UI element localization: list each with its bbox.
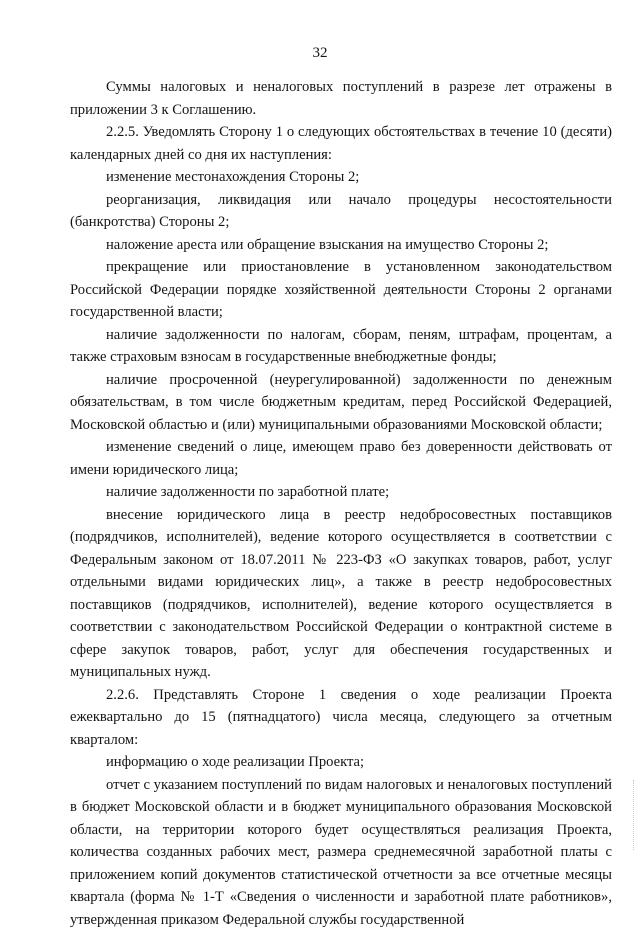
paragraph: отчет с указанием поступлений по видам налоговых и неналоговых поступлений в бюджет Московской области и в бюджет муниципального образования Московской области, на территории которого будет осуществляться реализация Проекта, количества созданных рабочих мест, размера среднемесячной заработной платы с приложением копий документов статистической отчетности за все отчетные месяцы квартала (форма № 1-Т «Сведения о численности и заработной плате работников», утвержденная приказом Федеральной службы государственной xyxy=(70,774,612,931)
paragraph: наличие задолженности по заработной плате; xyxy=(70,481,612,504)
paragraph: 2.2.5. Уведомлять Сторону 1 о следующих обстоятельствах в течение 10 (десяти) календарных дней со дня их наступления: xyxy=(70,121,612,166)
paragraph: Суммы налоговых и неналоговых поступлений в разрезе лет отражены в приложении 3 к Соглашению. xyxy=(70,76,612,121)
paragraph: изменение сведений о лице, имеющем право без доверенности действовать от имени юридического лица; xyxy=(70,436,612,481)
paragraph: внесение юридического лица в реестр недобросовестных поставщиков (подрядчиков, исполнителей), ведение которого осуществляется в соответствии с Федеральным законом от 18.07.2011 № 223-ФЗ «О закупках товаров, работ, услуг отдельными видами юридических лиц», а также в реестр недобросовестных поставщиков (подрядчиков, исполнителей), ведение которого осуществляется в соответствии с законодательством Российской Федерации о контрактной системе в сфере закупок товаров, работ, услуг для обеспечения государственных и муниципальных нужд. xyxy=(70,504,612,684)
paragraph: 2.2.6. Представлять Стороне 1 сведения о ходе реализации Проекта ежеквартально до 15 (пятнадцатого) числа месяца, следующего за отчетным кварталом: xyxy=(70,684,612,752)
paragraph: наличие просроченной (неурегулированной) задолженности по денежным обязательствам, в том числе бюджетным кредитам, перед Российской Федерацией, Московской областью и (или) муниципальными образованиями Московской области; xyxy=(70,369,612,437)
paragraph: наличие задолженности по налогам, сборам, пеням, штрафам, процентам, а также страховым взносам в государственные внебюджетные фонды; xyxy=(70,324,612,369)
paragraph: изменение местонахождения Стороны 2; xyxy=(70,166,612,189)
document-body xyxy=(70,76,612,931)
paragraph: прекращение или приостановление в установленном законодательством Российской Федерации порядке хозяйственной деятельности Стороны 2 органами государственной власти; xyxy=(70,256,612,324)
paragraph: наложение ареста или обращение взыскания на имущество Стороны 2; xyxy=(70,234,612,257)
scan-margin-mark xyxy=(633,780,636,850)
page-number: 32 xyxy=(0,44,640,62)
paragraph: информацию о ходе реализации Проекта; xyxy=(70,751,612,774)
paragraph: реорганизация, ликвидация или начало процедуры несостоятельности (банкротства) Стороны 2; xyxy=(70,189,612,234)
